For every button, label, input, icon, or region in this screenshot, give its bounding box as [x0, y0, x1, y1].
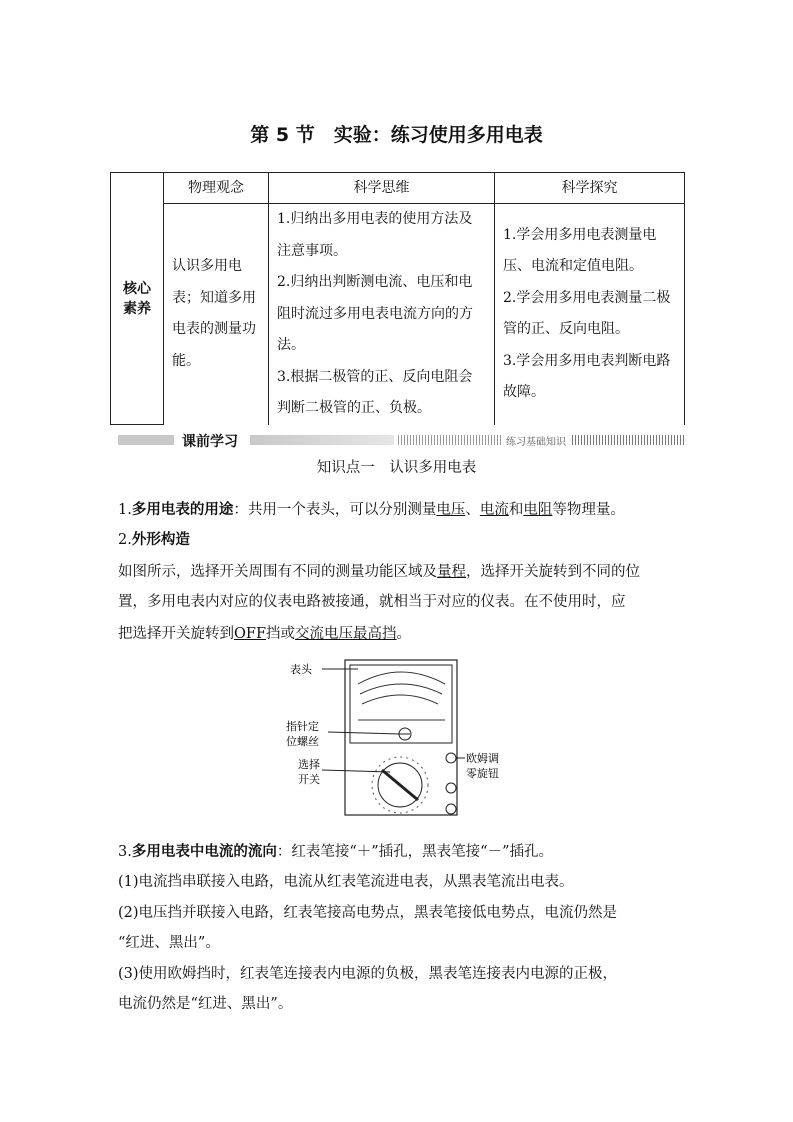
paragraph-1: 1.多用电表的用途：共用一个表头，可以分别测量电压、电流和电阻等物理量。 — [118, 501, 625, 518]
physics-concept-cell: 认识多用电表；知道多用电表的测量功能。 — [164, 204, 269, 425]
paragraph-6-line1: (2)电压挡并联接入电路，红表笔接高电势点，黑表笔接低电势点，电流仍然是 — [118, 905, 618, 921]
item: 3.学会用多用电表判断电路故障。 — [503, 352, 671, 401]
banner-sub: 练习基础知识 — [506, 437, 566, 448]
paragraph-7-line1: (3)使用欧姆挡时，红表笔连接表内电源的负极，黑表笔连接表内电源的正极， — [118, 966, 618, 982]
paragraph-3-line1: 如图所示，选择开关周围有不同的测量功能区域及量程，选择开关旋转到不同的位 — [118, 564, 640, 580]
scientific-thinking-cell — [269, 204, 495, 425]
paragraph-4: 3.多用电表中电流的流向：红表笔接“＋”插孔，黑表笔接“－”插孔。 — [118, 843, 553, 860]
label-selector-switch-2: 开关 — [298, 773, 320, 786]
item: 1.归纳出多用电表的使用方法及注意事项。 — [277, 211, 473, 259]
label-ohm-zero-knob-2: 零旋钮 — [466, 767, 499, 780]
header-scientific-inquiry: 科学探究 — [495, 173, 685, 204]
label-meter-head: 表头 — [290, 663, 312, 676]
label-selector-switch: 选择 — [298, 758, 320, 771]
page-title: 第 5 节 实验：练习使用多用电表 — [250, 124, 543, 146]
label-ohm-zero-knob: 欧姆调 — [466, 752, 499, 765]
paragraph-6-line2: “红进、黑出”。 — [118, 935, 220, 951]
item: 2.归纳出判断测电流、电压和电阻时流过多用电表电流方向的方法。 — [277, 274, 473, 353]
item: 2.学会用多用电表测量二极管的正、反向电阻。 — [503, 289, 671, 338]
section-heading: 知识点一 认识多用电表 — [316, 460, 477, 476]
core-literacy-table — [110, 172, 685, 425]
paragraph-7-line2: 电流仍然是“红进、黑出”。 — [118, 996, 293, 1012]
label-pointer-screw: 指针定 — [286, 720, 319, 733]
item: 3.根据二极管的正、反向电阻会判断二极管的正、负极。 — [277, 368, 473, 416]
banner-label: 课前学习 — [182, 434, 238, 450]
paragraph-5: (1)电流挡串联接入电路，电流从红表笔流进电表，从黑表笔流出电表。 — [118, 874, 574, 890]
scientific-inquiry-cell — [495, 204, 685, 425]
section-banner — [118, 433, 685, 450]
paragraph-3-line3: 把选择开关旋转到OFF挡或交流电压最高挡。 — [118, 626, 412, 642]
paragraph-3-line2: 置，多用电表内对应的仪表电路被接通，就相当于对应的仪表。在不使用时，应 — [118, 594, 626, 610]
label-pointer-screw-2: 位螺丝 — [286, 735, 319, 748]
paragraph-2: 2.外形构造 — [118, 531, 190, 548]
multimeter-figure — [270, 652, 530, 822]
row-label: 核心素养 — [111, 173, 164, 425]
header-scientific-thinking: 科学思维 — [269, 173, 495, 204]
item: 1.学会用多用电表测量电压、电流和定值电阻。 — [503, 226, 657, 275]
header-physics-concept: 物理观念 — [164, 173, 269, 204]
